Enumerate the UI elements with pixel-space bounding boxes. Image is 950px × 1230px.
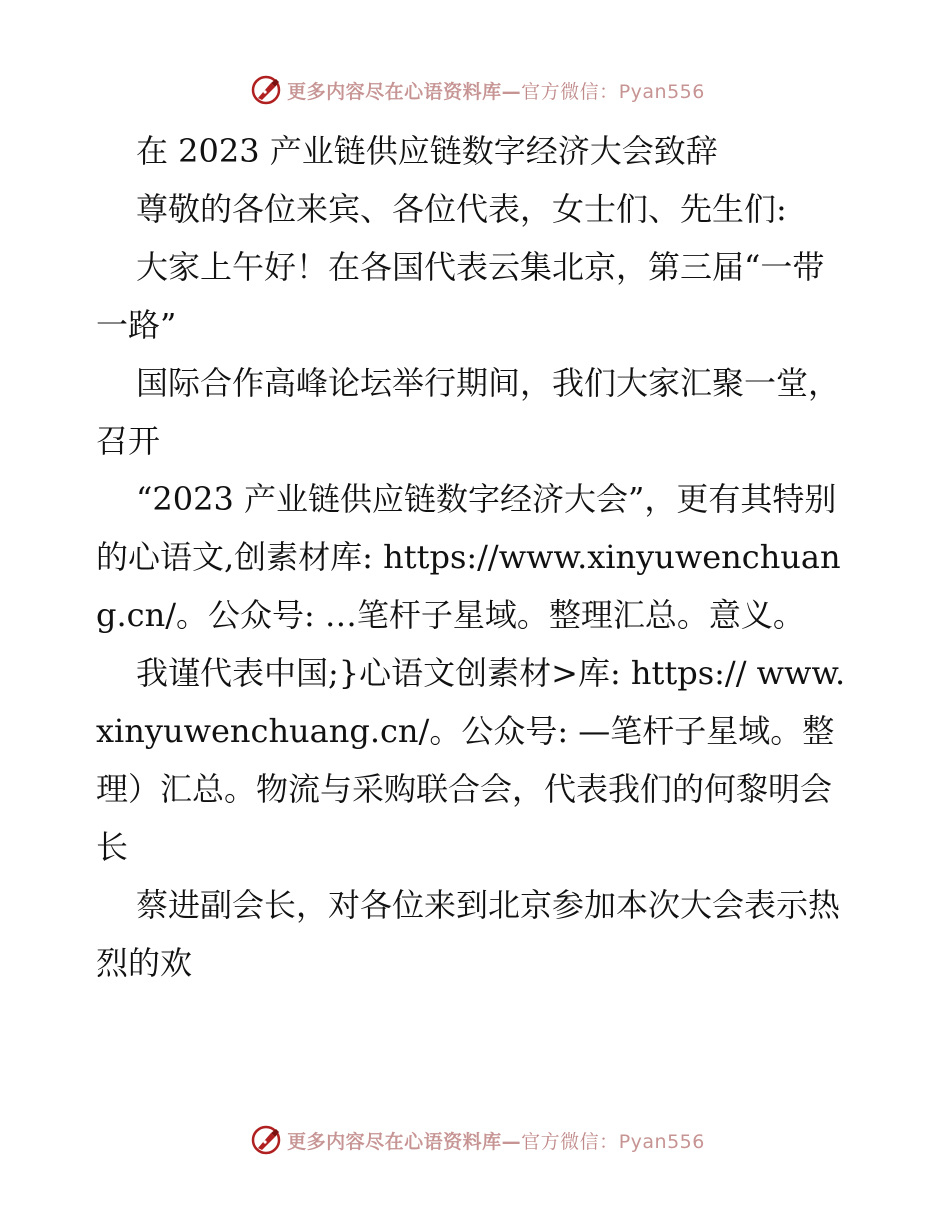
pen-nib-logo-icon (249, 1123, 283, 1157)
paragraph-4: 我谨代表中国;}心语文创素材>库: https:// www.xinyuwenchuang.cn/。公众号: —笔杆子星域。整理）汇总。物流与采购联合会，代表我们的何黎明会长 (96, 654, 846, 866)
footer-wechat-id: Pyan556 (618, 1130, 705, 1153)
footer-banner-text (287, 1127, 705, 1154)
footer-wechat-label: 官方微信： (521, 1130, 619, 1153)
footer-banner (0, 1120, 950, 1160)
paragraph-3: “2023 产业链供应链数字经济大会”，更有其特别的心语文,创素材库: https://www.xinyuwenchuang.cn/。公众号: …笔杆子星域。整理汇总。意义。 (96, 480, 841, 634)
paragraph-1: 大家上午好！在各国代表云集北京，第三届“一带一路” (96, 248, 825, 344)
document-body (96, 122, 856, 992)
header-wechat-label: 官方微信： (521, 80, 619, 103)
header-banner-text (287, 77, 705, 104)
footer-banner-inner (249, 1123, 705, 1157)
header-wechat-id: Pyan556 (618, 80, 705, 103)
header-banner (0, 70, 950, 110)
paragraph-greeting: 尊敬的各位来宾、各位代表，女士们、先生们: (136, 190, 787, 228)
footer-banner-main: 更多内容尽在心语资料库— (287, 1130, 522, 1153)
pen-nib-logo-icon (249, 73, 283, 107)
header-banner-main: 更多内容尽在心语资料库— (287, 80, 522, 103)
document-title: 在 2023 产业链供应链数字经济大会致辞 (136, 132, 718, 170)
paragraph-2: 国际合作高峰论坛举行期间，我们大家汇聚一堂，召开 (96, 364, 841, 460)
paragraph-5: 蔡进副会长，对各位来到北京参加本次大会表示热烈的欢 (96, 886, 841, 982)
header-banner-inner (249, 73, 705, 107)
